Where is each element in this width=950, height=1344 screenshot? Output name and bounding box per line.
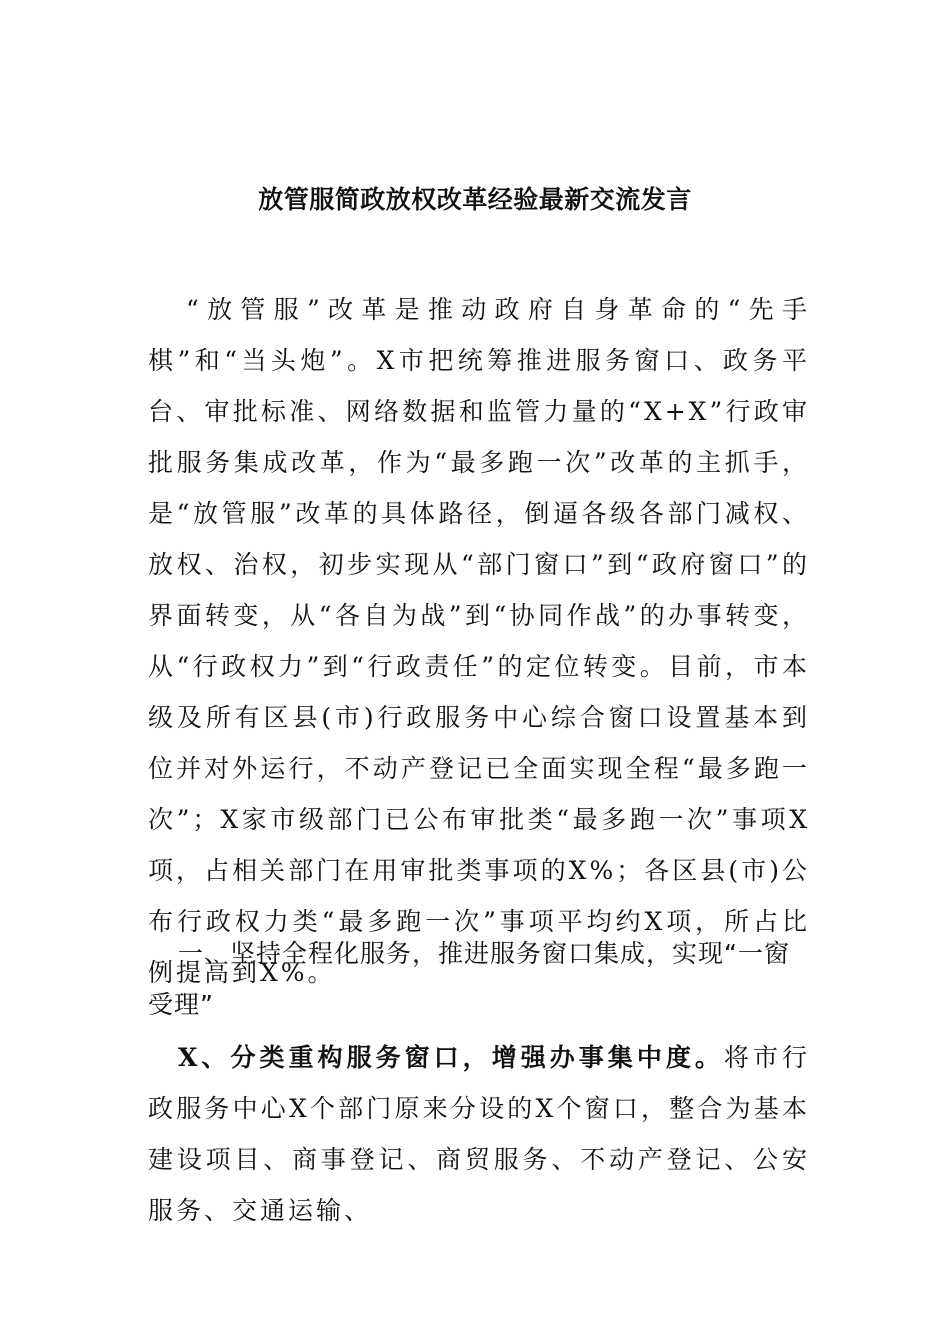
- section-paragraph: [148, 1032, 810, 1236]
- paragraph-body-text: 将市行政服务中心X个部门原来分设的X个窗口，整合为基本建设项目、商事登记、商贸服务、不动产登记、公安服务、交通运输、: [148, 1043, 810, 1225]
- paragraph-lead-sentence: X、分类重构服务窗口，增强办事集中度。: [178, 1043, 724, 1072]
- document-title: 放管服简政放权改革经验最新交流发言: [258, 185, 692, 214]
- section-heading: 一、坚持全程化服务，推进服务窗口集成，实现“一窗受理”: [148, 939, 790, 1019]
- intro-paragraph: “放管服”改革是推动政府自身革命的“先手棋”和“当头炮”。X市把统筹推进服务窗口、政务平台、审批标准、网络数据和监管力量的“X+X”行政审批服务集成改革，作为“最多跑一次”改革的主抓手，是“放管服”改革的具体路径，倒逼各级各部门减权、放权、治权，初步实现从“部门窗口”到“政府窗口”的界面转变，从“各自为战”到“协同作战”的办事转变，从“行政权力”到“行政责任”的定位转变。目前，市本级及所有区县(市)行政服务中心综合窗口设置基本到位并对外运行，不动产登记已全面实现全程“最多跑一次”；X家市级部门已公布审批类“最多跑一次”事项X项，占相关部门在用审批类事项的X%；各区县(市)公布行政权力类“最多跑一次”事项平均约X项，所占比例提高到X%。: [148, 295, 810, 987]
